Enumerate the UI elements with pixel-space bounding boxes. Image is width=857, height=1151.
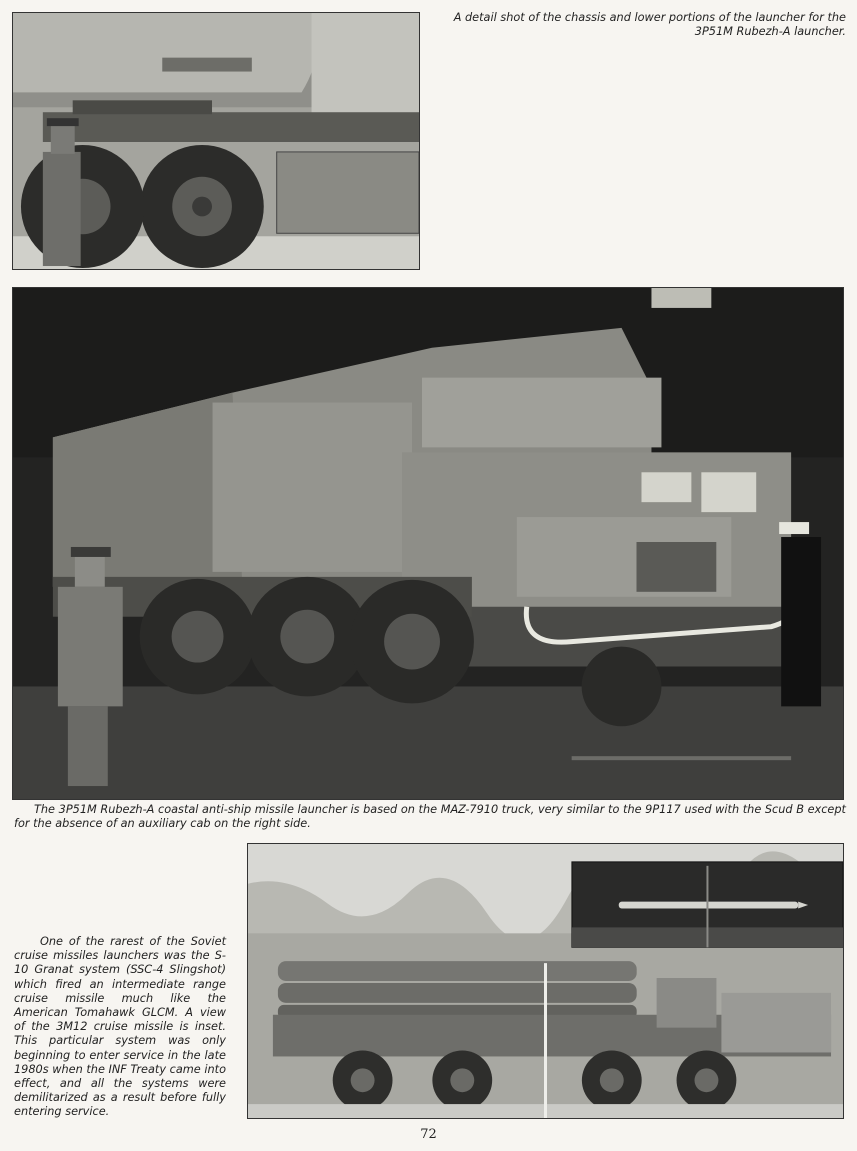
granat-photo-image bbox=[248, 844, 843, 1118]
granat-caption: One of the rarest of the Soviet cruise missiles launchers was the S-10 Granat system (SSC-4 Slingshot) which fired an intermediate range cruise missile much like the American Tomahawk GLCM. A view of the 3M12 cruise missile is inset. This particular system was only beginning to enter service in the late 1980s when the INF Treaty came into effect, and all the systems were demilitarized as a result before fully entering service. bbox=[14, 935, 226, 1119]
chassis-photo-image bbox=[13, 13, 419, 269]
page-number: 72 bbox=[420, 1127, 437, 1142]
granat-launcher-photo bbox=[247, 843, 844, 1119]
chassis-detail-photo bbox=[12, 12, 420, 270]
rubezh-photo-image bbox=[13, 288, 843, 799]
rubezh-caption: The 3P51M Rubezh-A coastal anti-ship missile launcher is based on the MAZ-7910 truck, very similar to the 9P117 used with the Scud B except for the absence of an auxiliary cab on the right side. bbox=[14, 803, 846, 830]
rubezh-launcher-photo bbox=[12, 287, 844, 800]
chassis-caption: A detail shot of the chassis and lower portions of the launcher for the 3P51M Rubezh-A launcher. bbox=[453, 11, 846, 38]
